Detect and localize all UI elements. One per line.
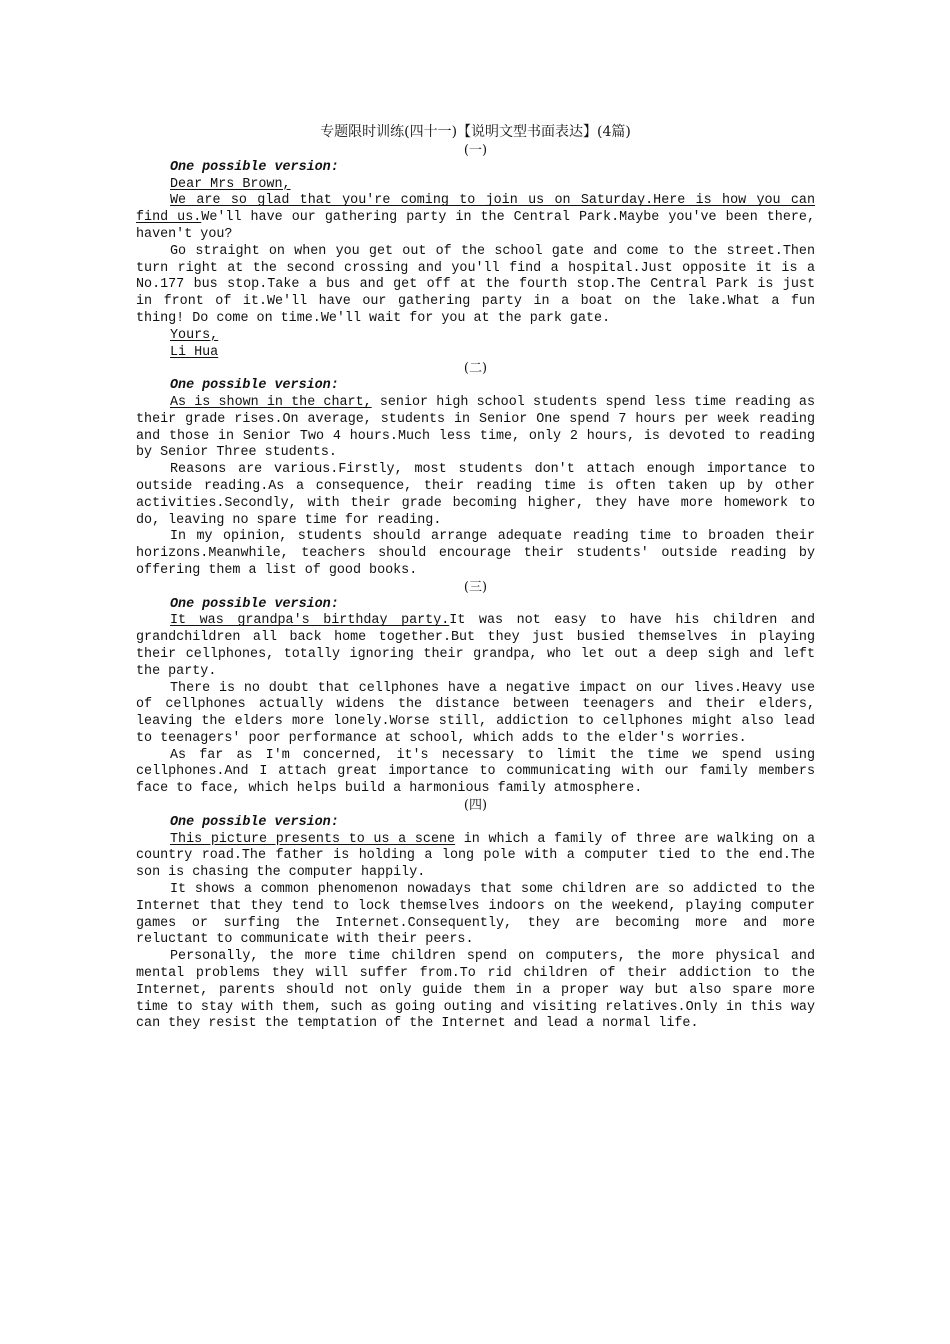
section-3-paragraph-1-text: It was not easy to have his children and grandchildren all back home together.But they just busied themselves in playing their cellphones, totally ignoring their grandpa, who let out a deep sigh and left the party. bbox=[136, 613, 815, 679]
closing-text: Yours, bbox=[170, 327, 219, 343]
section-3-paragraph-3 bbox=[136, 748, 815, 798]
section-2-paragraph-1-text: senior high school students spend less time reading as their grade rises.On average, students in Senior One spend 7 hours per week reading and those in Senior Two 4 hours.Much less time, only 2 hours, is devoted to reading by Senior Three students. bbox=[136, 394, 815, 461]
section-2-version-label: One possible version: bbox=[170, 378, 339, 394]
salutation-text: Dear Mrs Brown, bbox=[170, 176, 291, 192]
section-3-number: (三) bbox=[463, 579, 488, 595]
section-4-paragraph-1-text: in which a family of three are walking on a country road.The father is holding a long pole with a computer tied to the end.The son is chasing the computer happily. bbox=[136, 831, 816, 881]
section-1-paragraph-2-text: Go straight on when you get out of the school gate and come to the street.Then turn right at the second crossing and you'll find a hospital.Just opposite it is a No.177 bus stop.Take a bus and get off at the fourth stop.The Central Park is just in front of it.We'll have our gathering party in a boat on the lake.What a fun thing! Do come on time.We'll wait for you at the park gate. bbox=[136, 243, 815, 326]
section-2-number: (二) bbox=[463, 361, 488, 377]
section-2-paragraph-1 bbox=[136, 395, 815, 462]
letter-salutation bbox=[136, 177, 815, 194]
letter-signature bbox=[136, 345, 815, 362]
section-4-paragraph-1 bbox=[136, 832, 815, 882]
document-title: 专题限时训练(四十一)【说明文型书面表达】(4篇) bbox=[320, 124, 631, 140]
section-1-number: (一) bbox=[463, 143, 488, 158]
section-3-paragraph-2 bbox=[136, 681, 815, 748]
signature-text: Li Hua bbox=[170, 344, 219, 360]
section-3-paragraph-1 bbox=[136, 613, 815, 680]
section-3-version-label: One possible version: bbox=[170, 596, 339, 612]
section-3-paragraph-3-text: As far as I'm concerned, it's necessary to limit the time we spend using cellphones.And I attach great importance to communicating with our family members face to face, which helps build a harmonious family atmosphere. bbox=[136, 747, 815, 797]
section-1-paragraph-1-underlined: We are so glad that you're coming to join us on Saturday.Here is how you can find us. bbox=[136, 193, 815, 226]
section-4-version-label: One possible version: bbox=[170, 814, 339, 830]
section-4-paragraph-2-text: It shows a common phenomenon nowadays that some children are so addicted to the Internet that they tend to lock themselves indoors on the weekend, playing computer games or surfing the Internet.Consequently, they are becoming more and more reluctant to communicate with their peers. bbox=[136, 882, 815, 948]
section-2-paragraph-1-underlined: As is shown in the chart, bbox=[170, 394, 372, 410]
section-3-paragraph-1-underlined: It was grandpa's birthday party. bbox=[170, 613, 450, 629]
section-3-paragraph-2-text: There is no doubt that cellphones have a negative impact on our lives.Heavy use of cellphones actually widens the distance between teenagers and their elders, leaving the elders more lonely.Worse still, addiction to cellphones might also lead to teenagers' poor performance at school, which adds to the elder's worries. bbox=[136, 680, 815, 746]
section-4-paragraph-1-underlined: This picture presents to us a scene bbox=[170, 831, 456, 847]
letter-closing bbox=[136, 328, 815, 345]
section-4-number: (四) bbox=[463, 798, 488, 814]
section-2-paragraph-2 bbox=[136, 462, 815, 529]
section-4-paragraph-3-text: Personally, the more time children spend on computers, the more physical and mental problems they will suffer from.To rid children of their addiction to the Internet, parents should not only guide them in a proper way but also spare more time to stay with them, such as going outing and visiting relatives.Only in this way can they resist the temptation of the Internet and lead a normal life. bbox=[136, 949, 815, 1032]
section-1-paragraph-1 bbox=[136, 193, 815, 243]
section-1-version-label: One possible version: bbox=[170, 159, 339, 175]
document-page bbox=[136, 121, 815, 1033]
section-4-paragraph-2 bbox=[136, 882, 815, 949]
section-4-paragraph-3 bbox=[136, 949, 815, 1033]
section-1-paragraph-2 bbox=[136, 244, 815, 328]
section-2-paragraph-3 bbox=[136, 529, 815, 579]
section-1-paragraph-1-text: We'll have our gathering party in the Central Park.Maybe you've been there, haven't you? bbox=[136, 210, 815, 242]
section-2-paragraph-2-text: Reasons are various.Firstly, most students don't attach enough importance to outside reading.As a consequence, their reading time is often taken up by other activities.Secondly, with their grade becoming higher, they have more homework to do, leaving no spare time for reading. bbox=[136, 462, 815, 528]
section-2-paragraph-3-text: In my opinion, students should arrange adequate reading time to broaden their horizons.Meanwhile, teachers should encourage their students' outside reading by offering them a list of good books. bbox=[136, 529, 815, 578]
